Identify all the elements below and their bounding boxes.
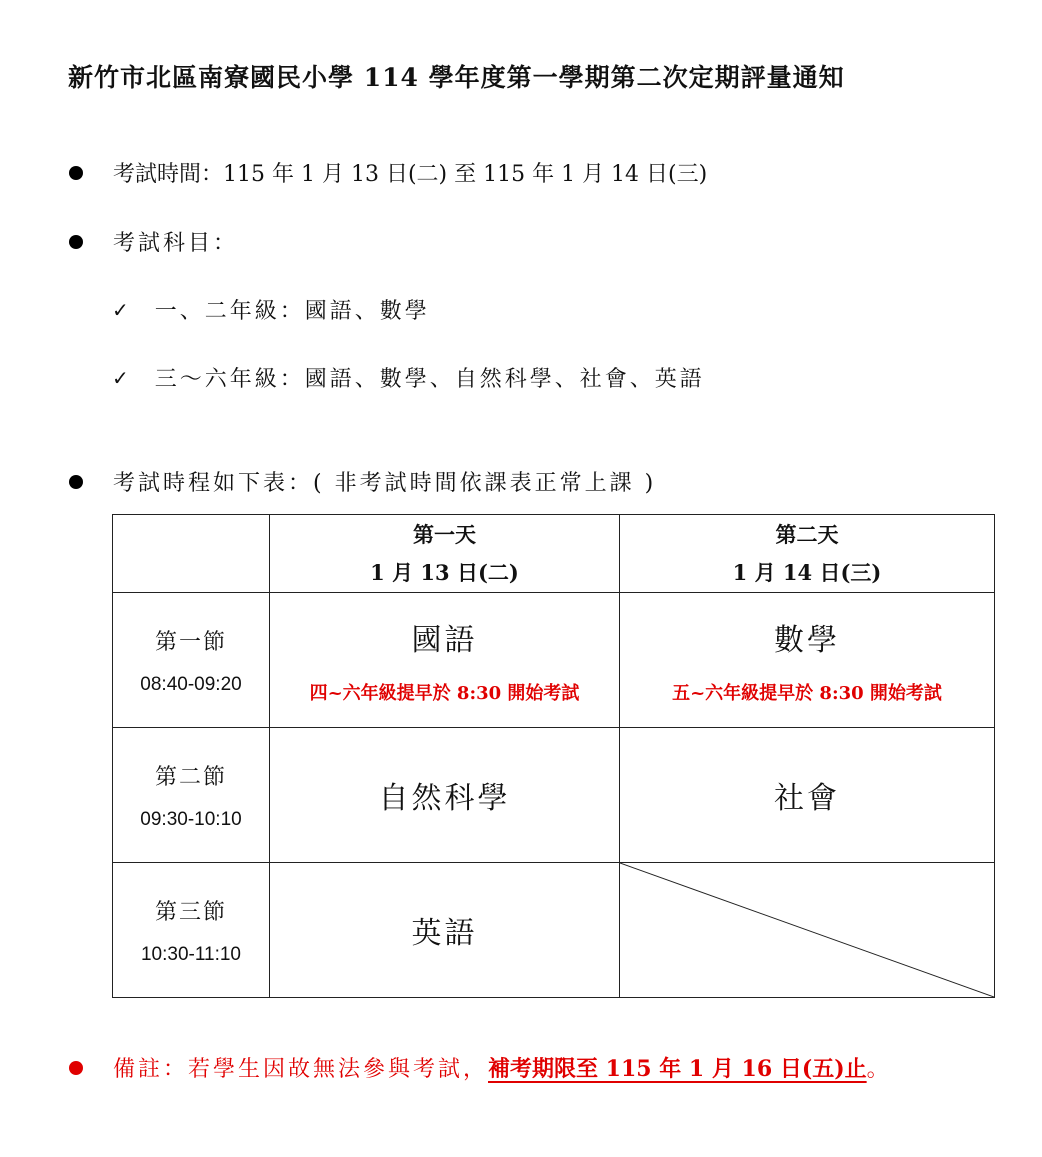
subject-name: 英語 [411,916,478,951]
bullet-icon [69,475,83,489]
table-header-row [113,515,995,593]
day2-subject-cell [620,593,995,728]
subject-name: 自然科學 [378,781,511,816]
day1-subject-cell [270,728,620,863]
grade-group-text: 三～六年級：國語、數學、自然科學、社會、英語 [154,367,705,392]
period-cell [113,593,270,728]
subject-name: 國語 [411,623,478,658]
day1-subject-cell [270,863,620,998]
bullet-icon [69,166,83,180]
period-time: 09:30-10:10 [140,808,242,830]
notice-title: 新竹市北區南寮國民小學 114 學年度第一學期第二次定期評量通知 [68,63,845,92]
period-name: 第二節 [154,764,227,790]
bullet-icon [69,1061,83,1075]
day1-subject-cell [270,593,620,728]
remark-item [68,1052,889,1083]
schedule-intro-text: 考試時程如下表：( 非考試時間依課表正常上課 ) [113,471,657,496]
early-start-note: 四~六年級提早於 8:30 開始考試 [309,683,580,704]
grade-group-text: 一、二年級：國語、數學 [154,299,430,324]
period-time: 10:30-11:10 [140,943,241,965]
day2-date: 1 月 14 日(三) [732,559,882,585]
exam-subjects-item [68,226,238,257]
table-row [113,593,995,728]
day2-subject-cell [620,728,995,863]
grade-group-item [112,294,430,325]
day1-label: 第一天 [413,521,476,547]
subject-name: 數學 [774,623,840,658]
header-corner-cell [113,515,270,593]
period-cell [113,728,270,863]
exam-time-item [68,157,707,188]
period-name: 第一節 [154,629,227,655]
day2-label: 第二天 [775,521,839,547]
subject-name: 社會 [774,781,840,816]
header-day2-cell [620,515,995,593]
period-name: 第三節 [154,899,227,925]
diagonal-slash [620,863,994,997]
checkmark-icon: ✓ [112,297,129,322]
table-row [113,728,995,863]
period-time: 08:40-09:20 [140,673,242,695]
exam-time-text: 考試時間：115 年 1 月 13 日(二) 至 115 年 1 月 14 日(三) [113,162,708,187]
exam-schedule-table [112,514,995,998]
schedule-intro-item [68,466,656,497]
bullet-icon [69,235,83,249]
checkmark-icon: ✓ [112,365,129,390]
empty-slot-cell [620,863,995,998]
table-row [113,863,995,998]
grade-group-item [112,362,705,393]
period-cell [113,863,270,998]
remark-makeup-deadline: 補考期限至 115 年 1 月 16 日(五)止 [488,1056,867,1082]
header-day1-cell [270,515,620,593]
remark-prefix: 備註：若學生因故無法參與考試， [113,1057,489,1082]
remark-suffix: 。 [866,1057,889,1082]
early-start-note: 五~六年級提早於 8:30 開始考試 [672,683,942,704]
day1-date: 1 月 13 日(二) [370,559,519,585]
exam-subjects-label: 考試科目： [113,231,239,256]
